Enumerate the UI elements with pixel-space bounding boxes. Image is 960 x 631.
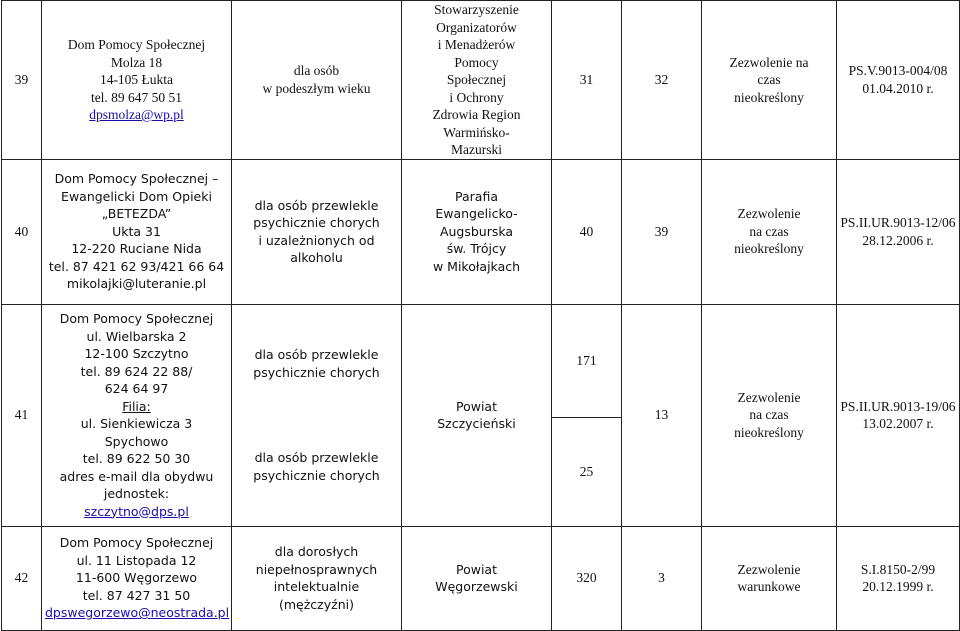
cell-text-line: Dom Pomocy Społecznej [59,535,214,551]
cell-text-line: 12-220 Ruciane Nida [71,241,202,257]
cell-text-line: i uzależnionych od [258,232,375,248]
cell-text-line: Molza 18 [110,54,163,70]
cell-value: 42 [14,570,29,586]
cell-text-line: 12-100 Szczytno [84,346,189,361]
cell-text-line: (mężczyźni) [279,596,354,612]
cell-text-line: tel. 87 427 31 50 [82,587,191,603]
cell-text-line: Zezwolenie [737,206,801,222]
residents-count-cell [622,526,702,630]
decision-cell [837,304,960,526]
cell-text-line: 01.04.2010 r. [862,80,934,96]
email-link[interactable]: szczytno@dps.pl [84,503,189,519]
cell-text-line: czas [757,72,781,87]
cell-text-line: niepełnosprawnych [255,561,378,577]
residents-type-cell [232,526,402,630]
cell-text-line: nieokreślony [734,241,804,257]
cell-text-line: Zdrowia Region [432,107,521,122]
cell-text-line: 13.02.2007 r. [862,416,934,431]
cell-value: 13 [654,407,669,423]
spacer [235,381,398,415]
table-row-39 [2,1,960,160]
cell-value: 39 [14,72,29,87]
cell-value: 40 [14,223,29,239]
cell-value: 320 [576,570,597,586]
residents-type-cell [232,304,402,526]
cell-text-line: nieokreślony [734,424,804,440]
cell-value: 25 [579,463,594,479]
cell-text-line: Zezwolenie na [729,54,809,70]
permit-cell [702,526,837,630]
cell-text-line: tel. 89 624 22 88/ [80,363,193,379]
residents-count-cell [622,159,702,304]
cell-text-line: Społecznej [446,72,507,87]
cell-text-line: dla osób przewlekle [254,347,379,362]
cell-text-line: 14-105 Łukta [99,72,174,87]
permit-cell [702,159,837,304]
cell-text-line: psychicznie chorych [253,467,380,483]
cell-text-line: Dom Pomocy Społecznej [59,311,214,326]
cell-text-line: adres e-mail dla obydwu [59,468,214,484]
places-main [552,305,621,418]
table-row-42 [2,526,960,630]
cell-text-line: w podeszłym wieku [262,80,371,96]
cell-value: 39 [654,223,669,239]
cell-text-line: dla osób przewlekle [254,197,379,213]
places-cell [552,1,622,160]
cell-text-line: tel. 89 622 50 30 [82,451,191,466]
cell-value: 31 [579,72,594,87]
cell-text-line: 624 64 97 [104,381,169,396]
facility-cell [42,526,232,630]
cell-text-line: Powiat [456,398,497,414]
cell-text-line: i Ochrony [449,89,504,105]
cell-text-line: alkoholu [290,250,343,265]
cell-text-line: w Mikołajkach [432,258,521,274]
cell-text-line: PS.II.UR.9013-19/06 [840,398,956,414]
cell-text-line: Dom Pomocy Społecznej – [54,171,219,187]
cell-text-line: dla osób przewlekle [254,450,379,465]
cell-text-line: Warmińsko- [443,124,510,140]
residents-count-cell [622,1,702,160]
cell-text-line: Augsburska [439,223,514,239]
cell-text-line: 28.12.2006 r. [862,232,934,248]
cell-text-line: psychicznie chorych [253,215,380,230]
cell-text-line: Węgorzewski [435,579,518,594]
cell-text-line: Zezwolenie [737,561,801,577]
facility-cell [42,1,232,160]
facilities-table [1,0,960,631]
cell-text-line: Spychowo [104,433,169,449]
cell-text-line: PS.II.UR.9013-12/06 [840,215,956,230]
cell-text-line: jednostek: [103,486,170,501]
cell-text-line: dla osób [293,63,340,79]
cell-text-line: 11-600 Węgorzewo [75,570,198,586]
residents-type-cell [232,159,402,304]
cell-text-line: mikolajki@luteranie.pl [66,276,207,292]
cell-text-line: Pomocy [454,54,499,70]
decision-cell [837,159,960,304]
places-cell [552,304,622,526]
cell-text-line: „BETEZDA” [101,206,172,222]
branch-label: Filia: [122,398,151,414]
cell-value: 3 [658,570,665,586]
table-row-41 [2,304,960,526]
operator-cell [402,304,552,526]
cell-text-line: Szczycieński [437,416,516,431]
decision-cell [837,526,960,630]
cell-text-line: ul. 11 Listopada 12 [76,552,197,568]
lp-cell [2,1,42,160]
cell-text-line: warunkowe [737,579,801,594]
facility-cell [42,159,232,304]
operator-cell [402,159,552,304]
cell-text-line: Mazurski [451,142,502,157]
cell-text-line: dla dorosłych [274,544,359,559]
facility-cell [42,304,232,526]
cell-text-line: św. Trójcy [446,241,507,257]
cell-value: 32 [654,72,669,87]
cell-text-line: Zezwolenie [737,389,801,405]
cell-text-line: tel. 89 647 50 51 [90,89,183,105]
permit-cell [702,304,837,526]
lp-cell [2,159,42,304]
lp-cell [2,526,42,630]
cell-value: 41 [14,407,29,423]
cell-text-line: Ukta 31 [112,223,161,239]
cell-text-line: na czas [749,223,789,239]
cell-value: 40 [579,223,594,239]
residents-count-cell [622,304,702,526]
cell-text-line: PS.V.9013-004/08 [848,63,948,79]
operator-cell [402,526,552,630]
spacer [235,415,398,449]
cell-text-line: intelektualnie [273,579,360,594]
email-link[interactable]: dpsmolza@wp.pl [89,107,184,122]
cell-text-line: tel. 87 421 62 93/421 66 64 [48,258,225,274]
cell-text-line: Parafia [455,188,498,204]
cell-text-line: S.I.8150-2/99 [860,561,936,577]
cell-text-line: ul. Wielbarska 2 [86,328,187,344]
cell-text-line: i Menadżerów [437,37,516,52]
places-cell [552,159,622,304]
cell-text-line: psychicznie chorych [253,364,380,380]
email-link[interactable]: dpswegorzewo@neostrada.pl [45,605,230,621]
lp-cell [2,304,42,526]
cell-value: 171 [576,352,597,368]
cell-text-line: na czas [749,407,789,423]
places-branch [552,418,621,526]
cell-text-line: Powiat [456,561,497,577]
operator-cell [402,1,552,160]
table-row-40 [2,159,960,304]
residents-type-cell [232,1,402,160]
decision-cell [837,1,960,160]
cell-text-line: Ewangelicki Dom Opieki [61,188,212,204]
cell-text-line: ul. Sienkiewicza 3 [80,416,193,431]
cell-text-line: Organizatorów [436,19,517,35]
cell-text-line: Stowarzyszenie [434,2,519,17]
places-cell [552,526,622,630]
cell-text-line: 20.12.1999 r. [862,579,934,594]
cell-text-line: Dom Pomocy Społecznej [67,37,206,52]
permit-cell [702,1,837,160]
cell-text-line: Ewangelicko- [435,206,518,222]
cell-text-line: nieokreślony [734,89,804,105]
